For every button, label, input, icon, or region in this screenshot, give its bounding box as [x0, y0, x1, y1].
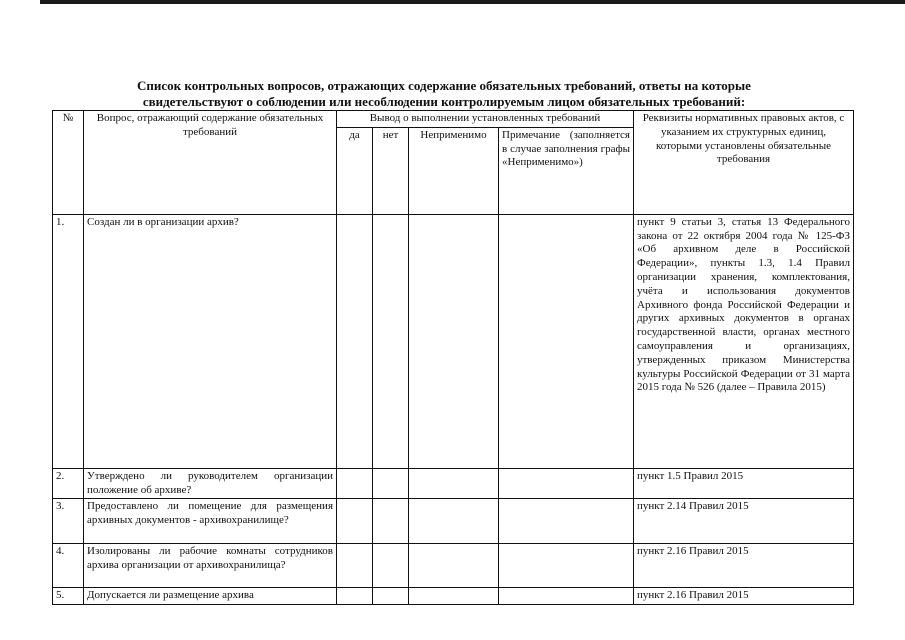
cell-no	[373, 499, 409, 544]
row-requisites: пункт 2.16 Правил 2015	[634, 544, 854, 588]
cell-note	[499, 468, 634, 499]
cell-note	[499, 214, 634, 468]
header-requisites: Реквизиты нормативных правовых актов, с указанием их структурных единиц, которыми установлены обязательные требования	[634, 111, 854, 215]
header-question: Вопрос, отражающий содержание обязательных требований	[84, 111, 337, 215]
row-num: 3.	[53, 499, 84, 544]
header-num: №	[53, 111, 84, 215]
header-yes: да	[337, 127, 373, 214]
cell-yes	[337, 544, 373, 588]
row-question: Создан ли в организации архив?	[84, 214, 337, 468]
header-na: Неприменимо	[409, 127, 499, 214]
cell-note	[499, 499, 634, 544]
cell-note	[499, 544, 634, 588]
cell-na	[409, 544, 499, 588]
row-question: Допускается ли размещение архива	[84, 588, 337, 605]
table-row	[53, 588, 854, 605]
cell-na	[409, 214, 499, 468]
scan-top-edge	[40, 0, 905, 4]
cell-note	[499, 588, 634, 605]
row-question: Утверждено ли руководителем организации положение об архиве?	[84, 468, 337, 499]
row-requisites: пункт 2.16 Правил 2015	[634, 588, 854, 605]
row-requisites: пункт 2.14 Правил 2015	[634, 499, 854, 544]
row-question: Изолированы ли рабочие комнаты сотрудников архива организации от архивохранилища?	[84, 544, 337, 588]
title-line-1: Список контрольных вопросов, отражающих содержание обязательных требований, ответы на которые	[137, 78, 751, 93]
row-num: 5.	[53, 588, 84, 605]
table-row	[53, 214, 854, 468]
cell-yes	[337, 499, 373, 544]
checklist-table	[52, 110, 854, 605]
cell-yes	[337, 468, 373, 499]
header-conclusion: Вывод о выполнении установленных требований	[337, 111, 634, 128]
header-note: Примечание (заполняется в случае заполнения графы «Неприменимо»)	[499, 127, 634, 214]
table-row	[53, 544, 854, 588]
row-num: 2.	[53, 468, 84, 499]
row-num: 1.	[53, 214, 84, 468]
row-requisites: пункт 1.5 Правил 2015	[634, 468, 854, 499]
header-no: нет	[373, 127, 409, 214]
document-title	[40, 78, 848, 110]
table-row	[53, 499, 854, 544]
cell-na	[409, 588, 499, 605]
title-line-2: свидетельствуют о соблюдении или несоблюдении контролируемым лицом обязательных требований:	[142, 94, 746, 109]
cell-yes	[337, 588, 373, 605]
cell-no	[373, 214, 409, 468]
row-requisites: пункт 9 статьи 3, статья 13 Федерального закона от 22 октября 2004 года № 125-ФЗ «Об архивном деле в Российской Федерации», пункты 1.3, 1.4 Правил организации хранения, комплектования, учёта и использования документов Архивного фонда Российской Федерации и других архивных документов в органах государственной власти, органах местного самоуправления и организациях, утвержденных приказом Министерства культуры Российской Федерации от 31 марта 2015 года № 526 (далее – Правила 2015)	[634, 214, 854, 468]
row-question: Предоставлено ли помещение для размещения архивных документов - архивохранилище?	[84, 499, 337, 544]
table-row	[53, 468, 854, 499]
cell-no	[373, 468, 409, 499]
cell-no	[373, 544, 409, 588]
cell-na	[409, 499, 499, 544]
cell-no	[373, 588, 409, 605]
cell-na	[409, 468, 499, 499]
cell-yes	[337, 214, 373, 468]
row-num: 4.	[53, 544, 84, 588]
